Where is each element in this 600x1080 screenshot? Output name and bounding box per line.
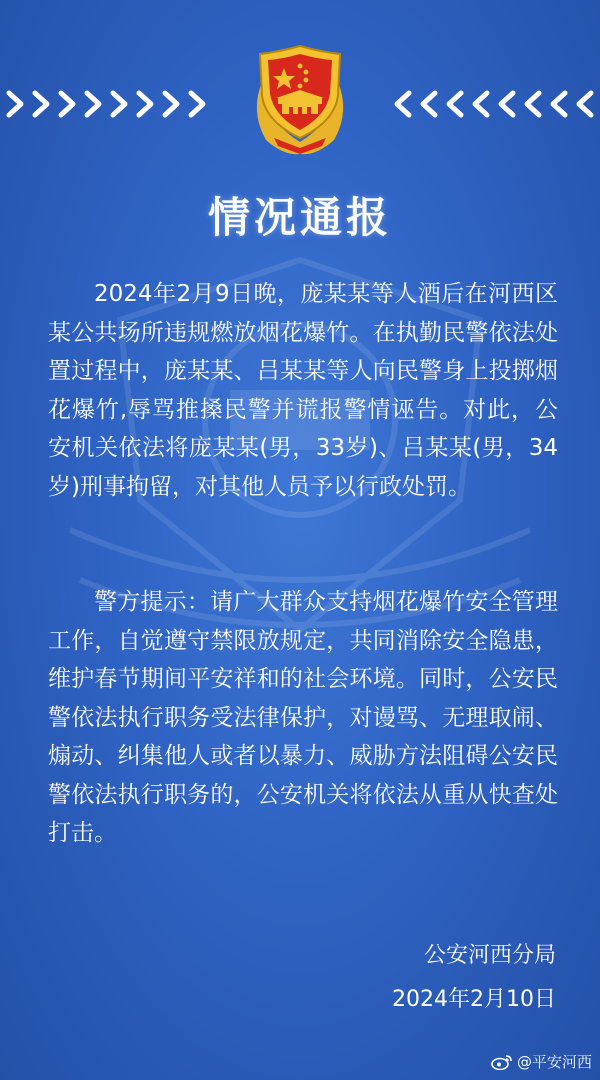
chevron-right-icon <box>160 90 184 118</box>
chevron-left-icon <box>546 90 570 118</box>
police-emblem-icon <box>244 42 356 160</box>
notice-title: 情况通报 <box>207 193 392 242</box>
chevron-left-icon <box>520 90 544 118</box>
chevron-left-icon <box>390 90 414 118</box>
chevron-right-icon <box>108 90 132 118</box>
chevron-left-icon <box>442 90 466 118</box>
chevron-right-icon <box>186 90 210 118</box>
weibo-icon <box>491 1054 513 1070</box>
chevron-left-icon <box>416 90 440 118</box>
chevron-right-icon <box>4 90 28 118</box>
notice-paragraph-incident: 2024年2月9日晚，庞某某等人酒后在河西区某公共场所违规燃放烟花爆竹。在执勤民警依法处置过程中，庞某某、吕某某等人向民警身上投掷烟花爆竹,辱骂推搡民警并谎报警情诬告。对此，公安机关依法将庞某某(男，33岁)、吕某某(男，34岁)刑事拘留，对其他人员予以行政处罚。 <box>48 281 558 500</box>
weibo-watermark <box>491 1051 592 1072</box>
chevron-left-icon <box>468 90 492 118</box>
chevron-right-icon <box>134 90 158 118</box>
left-chevron-decoration <box>4 82 210 126</box>
weibo-handle: @平安河西 <box>516 1053 592 1071</box>
chevron-right-icon <box>30 90 54 118</box>
right-chevron-decoration <box>390 82 596 126</box>
signature-organization: 公安河西分局 <box>423 943 556 968</box>
chevron-right-icon <box>82 90 106 118</box>
signature-date: 2024年2月10日 <box>392 987 556 1012</box>
chevron-right-icon <box>56 90 80 118</box>
chevron-left-icon <box>494 90 518 118</box>
chevron-left-icon <box>572 90 596 118</box>
notice-paragraph-police-tips: 警方提示：请广大群众支持烟花爆竹安全管理工作，自觉遵守禁限放规定，共同消除安全隐患，维护春节期间平安祥和的社会环境。同时，公安民警依法执行职务受法律保护，对谩骂、无理取闹、煽动、纠集他人或者以暴力、威胁方法阻碍公安民警依法执行职务的，公安机关将依法从重从快查处打击。 <box>48 589 558 846</box>
